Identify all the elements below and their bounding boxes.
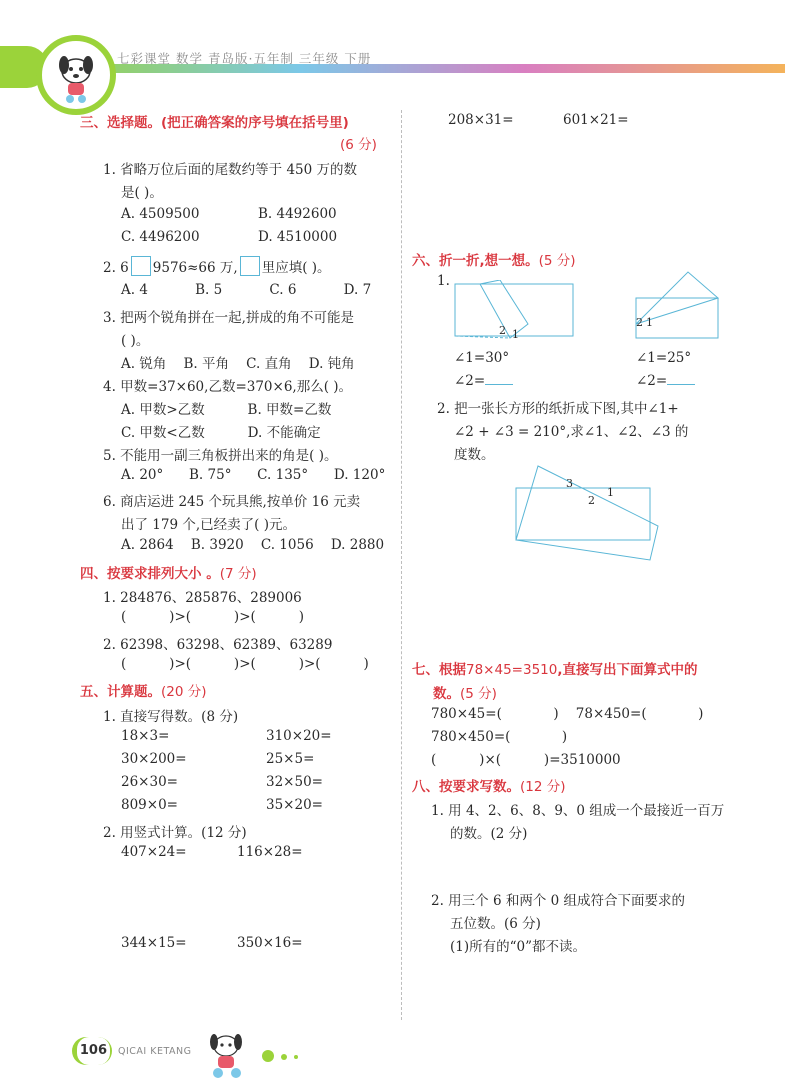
q4-1-numbers: 1. 284876、285876、289006: [103, 590, 302, 606]
q6-1-a-angle2-row: [454, 373, 513, 389]
section-4-points: (7 分): [219, 566, 257, 582]
q6-1-b-angle2-row: [636, 373, 695, 389]
q3-1-line2: 是( )。: [121, 185, 163, 201]
page-number-text: 106: [77, 1037, 110, 1065]
q3-2-mid: 9576≈66 万,: [152, 260, 238, 276]
q5-2-r1b: 116×28=: [237, 844, 303, 860]
q5-2-r2b: 350×16=: [237, 935, 303, 951]
q3-2-box-2[interactable]: [240, 256, 260, 276]
q3-1-option-d: D. 4510000: [258, 229, 338, 245]
q5-1-r4b: 35×20=: [266, 797, 323, 813]
header-title: 七彩课堂 数学 青岛版·五年制 三年级 下册: [117, 51, 372, 66]
q6-1-num: 1.: [437, 273, 450, 289]
q3-1-option-b: B. 4492600: [258, 206, 337, 222]
q3-6-line1: 6. 商店运进 245 个玩具熊,按单价 16 元卖: [103, 494, 361, 510]
q5-2-title: 2. 用竖式计算。(12 分): [103, 825, 247, 841]
q6-1-b-blank[interactable]: [667, 374, 695, 385]
q7-row1[interactable]: 780×45=( ) 78×450=( ): [431, 706, 704, 722]
q7-row3[interactable]: ( )×( )=3510000: [431, 752, 621, 768]
q8-2-line2: 五位数。(6 分): [450, 916, 541, 932]
fold-figure-3: [514, 464, 664, 562]
q3-2-pre: 2. 6: [103, 260, 129, 276]
footer-dot-medium: [281, 1054, 287, 1060]
footer-brand: QICAI KETANG: [118, 1046, 192, 1057]
q3-5-line1: 5. 不能用一副三角板拼出来的角是( )。: [103, 448, 338, 464]
fig2-label-2: 2: [636, 316, 643, 329]
q3-5-options: A. 20° B. 75° C. 135° D. 120°: [121, 467, 386, 483]
q5-1-r2b: 25×5=: [266, 751, 315, 767]
section-5-points: (20 分): [161, 684, 207, 700]
q4-2-numbers: 2. 62398、63298、62389、63289: [103, 637, 333, 653]
q5-2-r1a: 407×24=: [121, 844, 187, 860]
q3-2-post: 里应填( )。: [261, 260, 331, 276]
fig3-label-2: 2: [588, 494, 595, 507]
q8-2-line3: (1)所有的“0”都不读。: [450, 939, 587, 955]
section-7-title-c: ,直接写出下面算式中的: [557, 662, 698, 678]
fold-figure-2: [634, 270, 722, 342]
q6-1-b-angle2: ∠2=: [636, 373, 668, 389]
section-5-title: 五、计算题。: [80, 684, 161, 700]
section-7-title-b: 78×45=3510: [466, 662, 558, 678]
q7-row2[interactable]: 780×450=( ): [431, 729, 568, 745]
q3-2-box-1[interactable]: [131, 256, 151, 276]
q8-2-line1: 2. 用三个 6 和两个 0 组成符合下面要求的: [431, 893, 686, 909]
q3-4-options-2: C. 甲数<乙数 D. 不能确定: [121, 425, 321, 441]
q3-2-options: A. 4 B. 5 C. 6 D. 7: [121, 282, 372, 298]
section-6-title: 六、折一折,想一想。: [412, 253, 539, 269]
section-4-title-row: [80, 562, 257, 582]
q5-1-r3a: 26×30=: [121, 774, 178, 790]
q6-2-line2: ∠2 + ∠3 = 210°,求∠1、∠2、∠3 的: [454, 424, 689, 440]
q5-2-r2a: 344×15=: [121, 935, 187, 951]
section-7-title-d: 数。: [433, 686, 460, 702]
q6-1-a-angle1: ∠1=30°: [454, 350, 510, 366]
q3-3-line1: 3. 把两个锐角拼在一起,拼成的角不可能是: [103, 310, 354, 326]
q5-1-r1b: 310×20=: [266, 728, 332, 744]
column-divider: [401, 110, 402, 1020]
section-5-title-row: [80, 680, 207, 700]
section-3-title: 三、选择题。(把正确答案的序号填在括号里): [80, 115, 349, 131]
q8-1-line1: 1. 用 4、2、6、8、9、0 组成一个最接近一百万: [431, 803, 725, 819]
section-8-title-row: [412, 775, 566, 795]
q5-1-r4a: 809×0=: [121, 797, 178, 813]
fig3-label-3: 3: [566, 477, 573, 490]
q4-1-blanks[interactable]: ( )>( )>( ): [121, 609, 304, 625]
q6-1-b-angle1: ∠1=25°: [636, 350, 692, 366]
q3-2-stem: [103, 256, 331, 276]
section-6-title-row: [412, 249, 576, 269]
fig2-label-1: 1: [646, 316, 653, 329]
section-8-title: 八、按要求写数。: [412, 779, 520, 795]
q3-3-options: A. 锐角 B. 平角 C. 直角 D. 钝角: [121, 356, 355, 372]
q5-1-r2a: 30×200=: [121, 751, 187, 767]
q5-1-r3b: 32×50=: [266, 774, 323, 790]
q3-6-options: A. 2864 B. 3920 C. 1056 D. 2880: [121, 537, 385, 553]
section-6-points: (5 分): [538, 253, 576, 269]
q6-2-line1: 2. 把一张长方形的纸折成下图,其中∠1+: [437, 401, 679, 417]
footer-mascot-icon: [196, 1028, 256, 1080]
fig3-label-1: 1: [607, 486, 614, 499]
q3-4-options-1: A. 甲数>乙数 B. 甲数=乙数: [121, 402, 332, 418]
section-7-points: (5 分): [460, 686, 497, 702]
q4-2-blanks[interactable]: ( )>( )>( )>( ): [121, 656, 369, 672]
section-3-points: (6 分): [340, 137, 377, 153]
section-7-title-row2: [433, 682, 497, 702]
fig1-label-1: 1: [512, 328, 519, 341]
r-top-a: 208×31=: [448, 112, 514, 128]
q3-4-line1: 4. 甲数=37×60,乙数=370×6,那么( )。: [103, 379, 353, 395]
q6-1-a-blank[interactable]: [485, 374, 513, 385]
header-logo: [36, 35, 116, 115]
q6-1-a-angle2: ∠2=: [454, 373, 486, 389]
q8-1-line2: 的数。(2 分): [450, 826, 528, 842]
q3-1-option-c: C. 4496200: [121, 229, 200, 245]
section-7-title-a: 七、根据: [412, 662, 466, 678]
q5-1-r1a: 18×3=: [121, 728, 170, 744]
section-4-title: 四、按要求排列大小 。: [80, 566, 220, 582]
q3-1-line1: 1. 省略万位后面的尾数约等于 450 万的数: [103, 162, 358, 178]
q5-1-title: 1. 直接写得数。(8 分): [103, 709, 239, 725]
section-8-points: (12 分): [520, 779, 566, 795]
q3-1-option-a: A. 4509500: [121, 206, 200, 222]
fig1-label-2: 2: [499, 324, 506, 337]
mascot-dog-icon: [42, 41, 110, 109]
q3-3-line2: ( )。: [121, 333, 150, 349]
page-number: [72, 1037, 112, 1065]
q6-2-line3: 度数。: [454, 447, 495, 463]
r-top-b: 601×21=: [563, 112, 629, 128]
footer-dot-small: [294, 1055, 298, 1059]
footer-dot-large: [262, 1050, 274, 1062]
section-7-title-row: [412, 658, 697, 678]
q3-6-line2: 出了 179 个,已经卖了( )元。: [121, 517, 296, 533]
